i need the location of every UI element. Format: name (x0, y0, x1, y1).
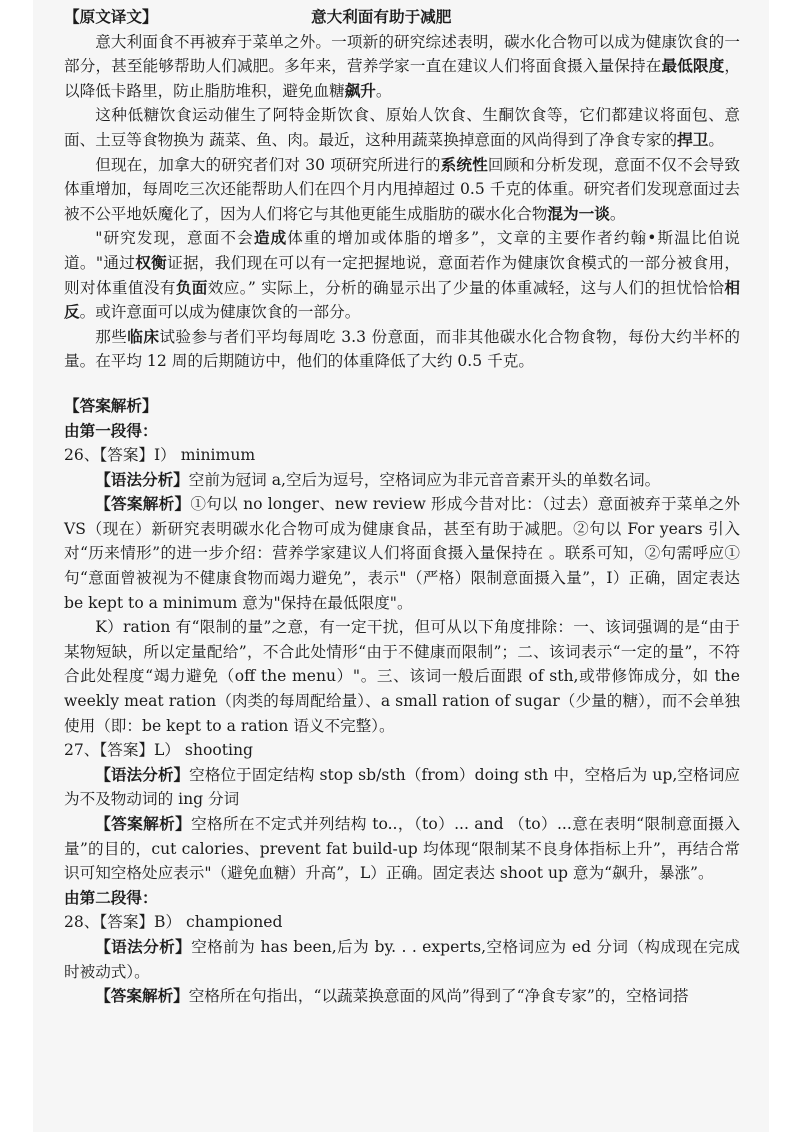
bold-text-segment: 【答案解析】 (95, 494, 191, 514)
bold-text-segment: 最低限度 (661, 56, 725, 76)
document-body (64, 5, 740, 1009)
bold-text-segment: 【答案解析】 (95, 986, 189, 1006)
bold-text-segment: 临床 (127, 326, 160, 346)
bold-text-segment: 系统性 (440, 154, 488, 174)
answer-28: 28、【答案】B） championed (64, 913, 283, 932)
text-segment: 。 (609, 204, 626, 223)
text-segment: ①句以 no longer、new review 形成今昔对比：（过去）意面被弃于菜单之外 VS（现在）新研究表明碳水化合物可成为健康食品，甚至有助于减肥。②句以 For years 引入对“历来情形”的进一步介绍：营养学家建议人们将面食摄入量保持在 。联系可知，②句需呼应①句“意面曾被视为不健康食物而竭力避免”，表示"（严格）限制意面摄入量”，I）正确，固定表达 be kept to a minimum 意为"保持在最低限度"。 (64, 495, 740, 612)
answer-explanation-27 (64, 812, 740, 886)
text-segment: 空格前为 has been,后为 by. . . experts,空格词应为 ed 分词（构成现在完成时被动式）。 (64, 937, 740, 981)
translation-paragraph-5 (64, 325, 740, 374)
translation-paragraph-2 (64, 103, 740, 152)
bold-text-segment: 【语法分析】 (95, 764, 190, 784)
translation-paragraph-4 (64, 226, 740, 324)
section-spacer (64, 374, 740, 394)
section-label-paragraph-2: 由第二段得： (64, 887, 158, 907)
text-segment: 但现在，加拿大的研究者们对 30 项研究所进行的 (95, 155, 441, 174)
text-segment: ，以降低卡路里，防止脂肪堆积，避免血糖 (64, 57, 740, 100)
answer-explanation-26 (64, 492, 740, 615)
bold-text-segment: 相反 (64, 277, 740, 322)
section-label-paragraph-1: 由第一段得： (64, 420, 158, 440)
text-segment: 效应。” 实际上，分析的确显示出了少量的体重减轻，这与人们的担忧恰恰 (207, 278, 725, 297)
answer-27: 27、【答案】L） shooting (64, 741, 254, 760)
text-segment: 意大利面食不再被弃于菜单之外。一项新的研究综述表明，碳水化合物可以成为健康饮食的一部分，甚至能够帮助人们减肥。多年来，营养学家一直在建议人们将面食摄入量保持在 (64, 32, 740, 76)
text-segment: 。 (375, 81, 392, 100)
text-segment: 空前为冠词 a,空后为逗号，空格词应为非元音音素开头的单数名词。 (188, 470, 661, 489)
text-segment: 空格所在句指出，“以蔬菜换意面的风尚”得到了“净食专家”的，空格词搭 (188, 987, 689, 1006)
article-title: 意大利面有助于减肥 (311, 7, 452, 26)
grammar-analysis-27 (64, 763, 740, 812)
bold-text-segment: 【语法分析】 (95, 936, 192, 956)
text-segment: 空格所在不定式并列结构 to..，（to）... and （to）...意在表明“限制意面摄入量”的目的，cut calories、prevent fat build-up 均体现“限制某不良身体指标上升”，再结合常识可知空格处应表示"（避免血糖）升高”，L）正确。固定表达 shoot up 意为“飙升，暴涨”。 (64, 815, 740, 883)
answer-26: 26、【答案】I） minimum (64, 446, 256, 465)
bold-text-segment: 负面 (175, 277, 208, 297)
bold-text-segment: 捍卫 (677, 129, 709, 149)
answer-explanation-28 (64, 984, 740, 1009)
grammar-analysis-28 (64, 935, 740, 984)
text-segment: 试验参与者们平均每周吃 3.3 份意面，而非其他碳水化合物食物，每份大约半杯的量。在平均 12 周的后期随访中，他们的体重降低了大约 0.5 千克。 (64, 327, 740, 371)
translation-paragraph-1 (64, 30, 740, 104)
translation-paragraph-3 (64, 153, 740, 227)
text-segment: 那些 (95, 327, 128, 346)
analysis-header: 【答案解析】 (64, 395, 158, 415)
bold-text-segment: 【语法分析】 (95, 469, 189, 489)
translation-header-line (64, 5, 740, 30)
text-segment: 空格位于固定结构 stop sb/sth（from）doing sth 中，空格后为 up,空格词应为不及物动词的 ing 分词 (64, 765, 740, 809)
text-segment: 证据，我们现在可以有一定把握地说，意面若作为健康饮食模式的一部分被食用，则对体重值没有 (64, 253, 740, 297)
text-segment: 。 (708, 130, 724, 149)
bold-text-segment: 造成 (253, 228, 288, 248)
text-segment: 体重的增加或体脂的增多”，文章的主要作者约翰•斯温比伯说道。"通过 (64, 229, 740, 272)
grammar-analysis-26 (64, 468, 740, 493)
text-segment: 。或许意面可以成为健康饮食的一部分。 (79, 303, 361, 322)
text-segment: "研究发现，意面不会 (95, 229, 254, 248)
translation-header: 【原文译文】 (64, 7, 158, 26)
text-segment: 回顾和分析发现，意面不仅不会导致体重增加，每周吃三次还能帮助人们在四个月内甩掉超过 0.5 千克的体重。研究者们发现意面过去被不公平地妖魔化了，因为人们将它与其他更能生成脂肪的碳水化合物 (64, 155, 740, 223)
text-segment: 这种低糖饮食运动催生了阿特金斯饮食、原始人饮食、生酮饮食等，它们都建议将面包、意面、土豆等食物换为 蔬菜、鱼、肉。最近，这种用蔬菜换掉意面的风尚得到了净食专家的 (64, 106, 740, 149)
bold-text-segment: 飙升 (344, 80, 376, 100)
distractor-note-26: K）ration 有“限制的量”之意，有一定干扰，但可从以下角度排除：一、该词强调的是“由于某物短缺，所以定量配给”，不合此处情形“由于不健康而限制”；二、该词表示“一定的量”，不符合此处程度“竭力避免（off the menu）"。三、该词一般后面跟 of sth,或带修饰成分，如 the weekly meat ration（肉类的每周配给量）、a small ration of sugar（少量的糖），而不会单独使用（即：be kept to a ration 语义不完整）。 (64, 618, 740, 735)
bold-text-segment: 混为一谈 (547, 203, 610, 223)
bold-text-segment: 权衡 (135, 252, 168, 272)
bold-text-segment: 【答案解析】 (95, 814, 192, 833)
